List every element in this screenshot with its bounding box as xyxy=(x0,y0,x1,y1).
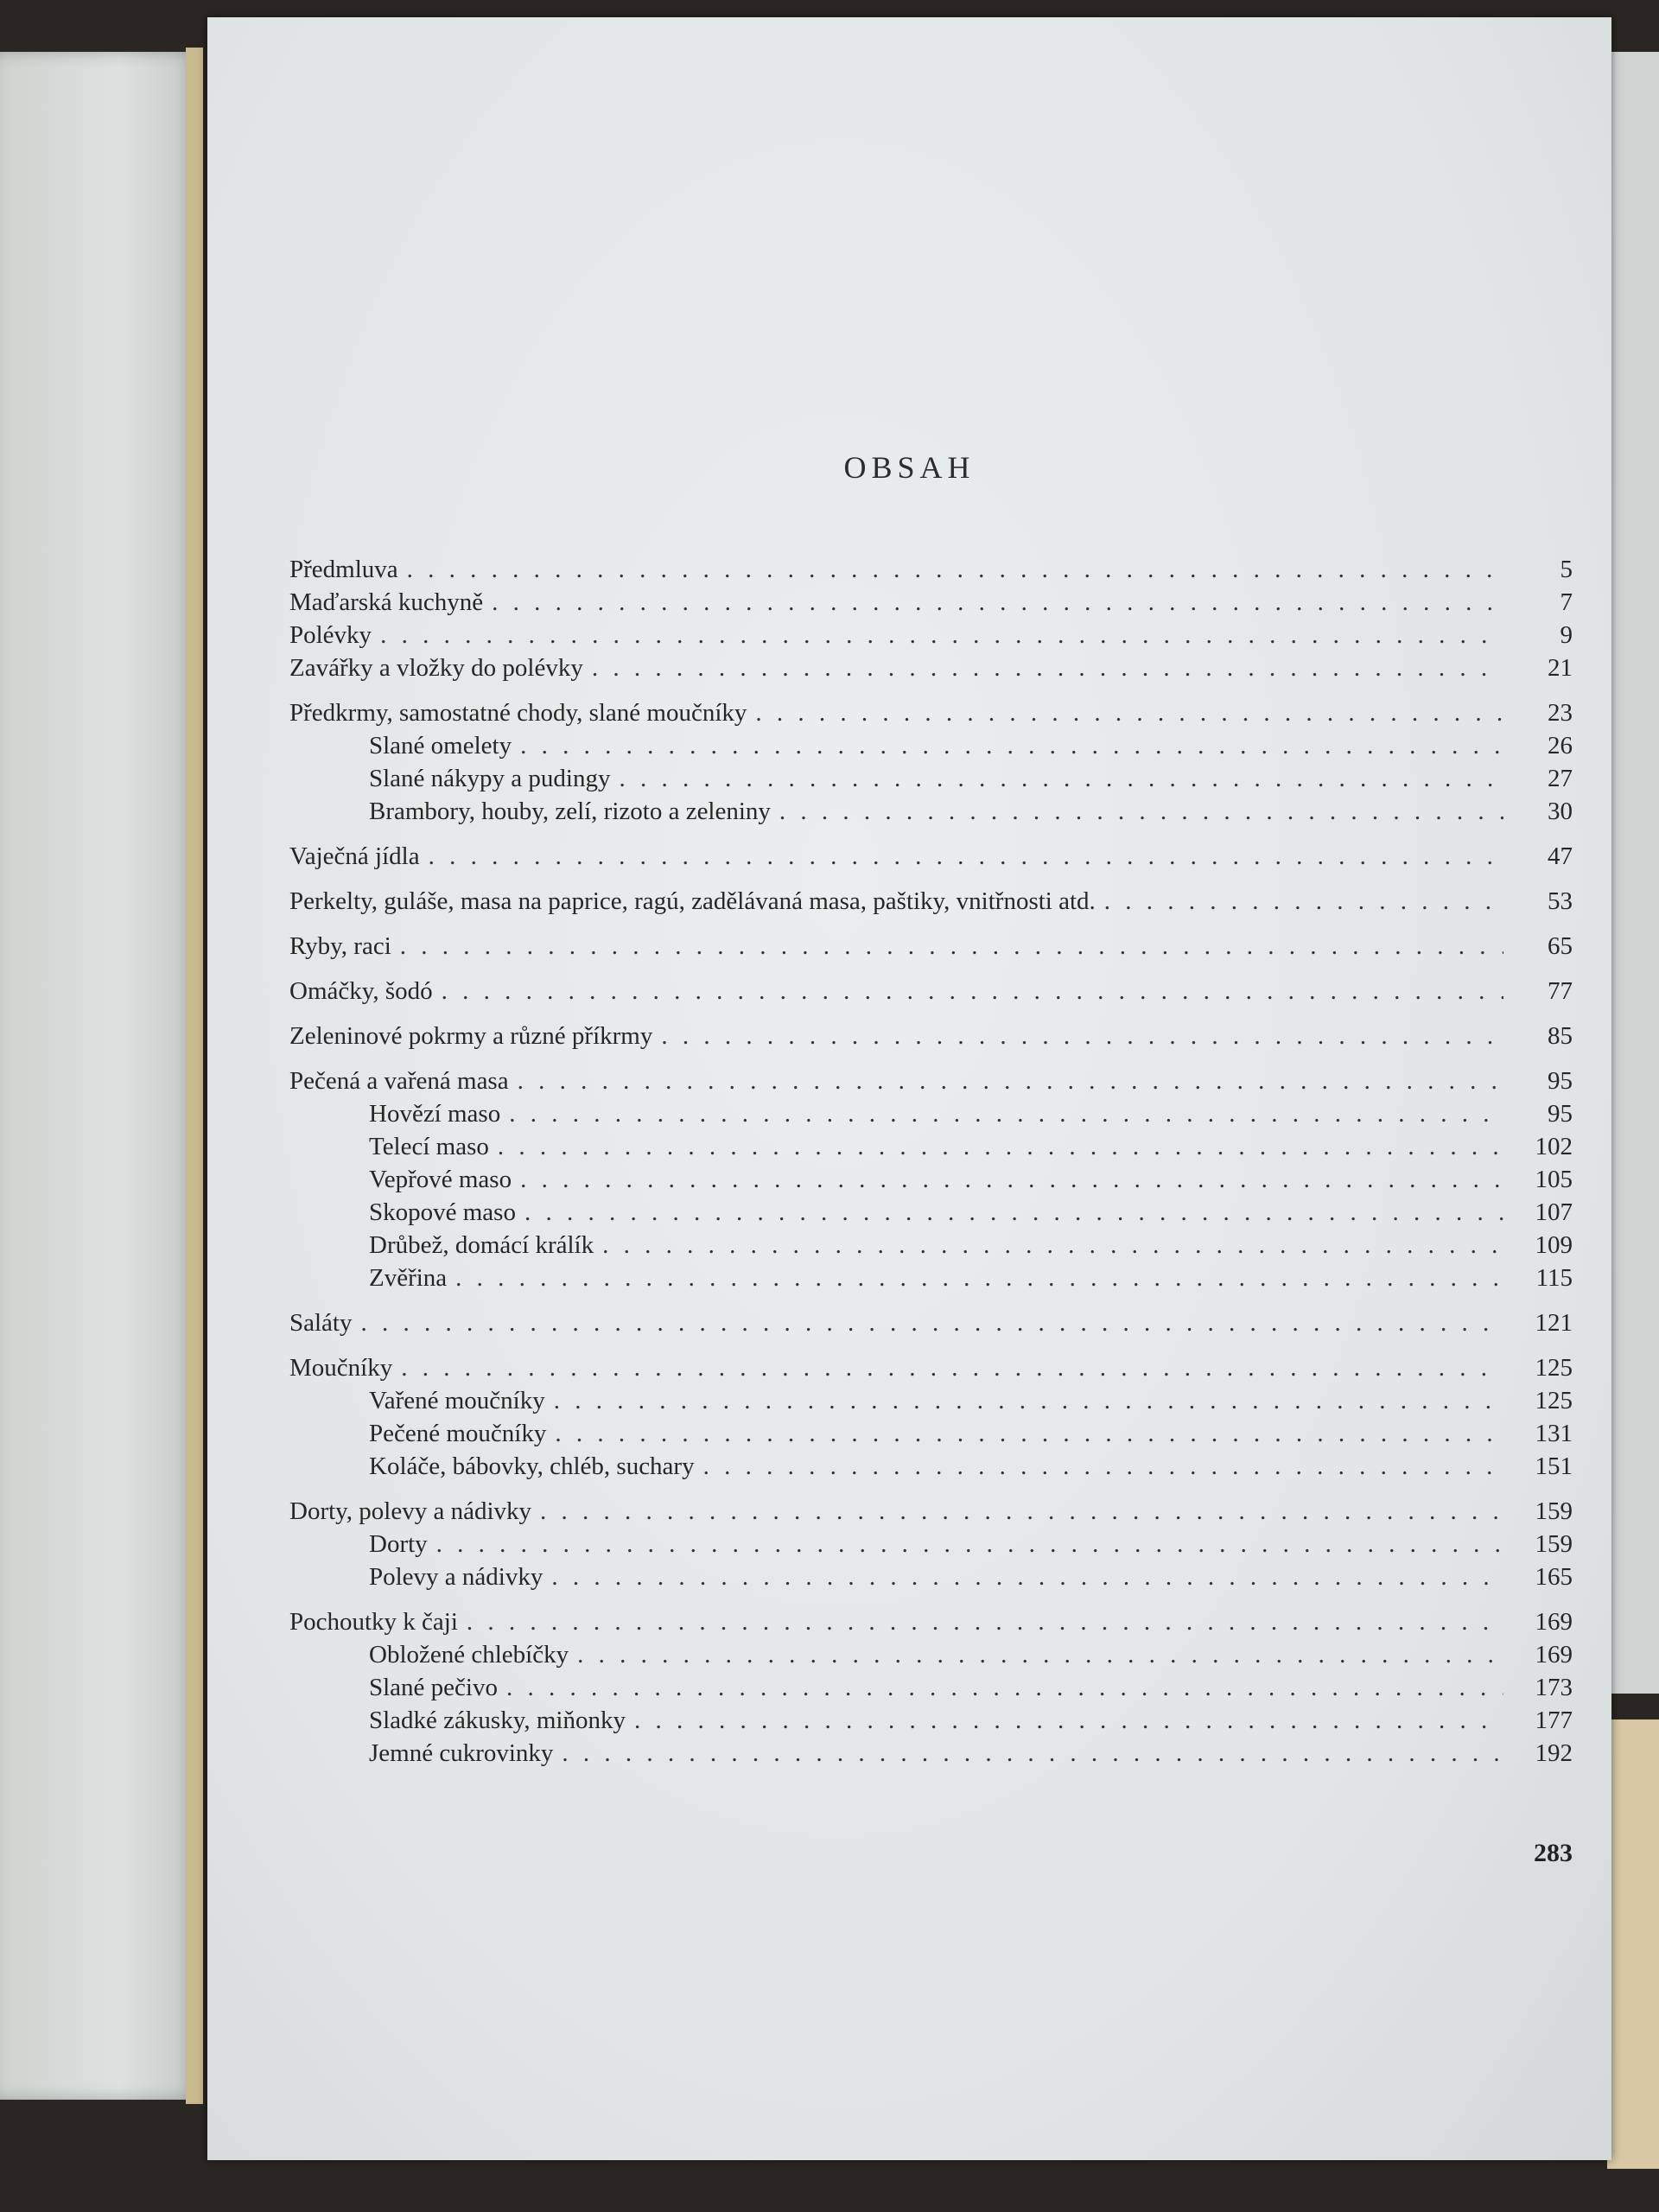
toc-subentry xyxy=(289,1528,1573,1560)
toc-entry-page: 115 xyxy=(1535,1264,1573,1292)
toc-entry-page: 125 xyxy=(1535,1354,1573,1382)
toc-entry-label: Omáčky, šodó xyxy=(289,977,433,1005)
toc-entry-label: Předkrmy, samostatné chody, slané moučníky xyxy=(289,699,747,727)
toc-subentry xyxy=(289,729,1573,762)
toc-entry-label: Saláty xyxy=(289,1309,353,1337)
toc-entry xyxy=(289,930,1573,963)
toc-entry xyxy=(289,619,1573,652)
toc-entry-page: 47 xyxy=(1548,842,1573,870)
toc-entry-label: Slané nákypy a pudingy xyxy=(369,765,611,792)
toc-entry-label: Předmluva xyxy=(289,556,398,583)
toc-entry-label: Slané pečivo xyxy=(369,1674,498,1701)
toc-entry-page: 9 xyxy=(1560,621,1573,649)
toc-entry-page: 125 xyxy=(1535,1387,1573,1414)
toc-subentry xyxy=(289,1704,1573,1737)
toc-subentry xyxy=(289,762,1573,795)
toc-entry-page: 169 xyxy=(1535,1641,1573,1669)
toc-entry-page: 107 xyxy=(1535,1198,1573,1226)
dot-leader xyxy=(755,696,1503,729)
toc-subentry xyxy=(289,1671,1573,1704)
dot-leader xyxy=(554,1384,1503,1417)
dot-leader xyxy=(498,1130,1503,1163)
toc-entry-label: Zavářky a vložky do polévky xyxy=(289,654,583,682)
toc-entry-label: Vaječná jídla xyxy=(289,842,420,870)
next-page-edge xyxy=(1607,52,1659,1694)
toc-entry-page: 102 xyxy=(1535,1133,1573,1160)
toc-entry-page: 177 xyxy=(1535,1707,1573,1734)
toc-entry-page: 169 xyxy=(1535,1608,1573,1636)
toc-subentry xyxy=(289,795,1573,828)
toc-entry-page: 159 xyxy=(1535,1530,1573,1558)
dot-leader xyxy=(361,1306,1504,1339)
toc-entry-label: Dorty xyxy=(369,1530,428,1558)
dot-leader xyxy=(703,1450,1503,1483)
toc-entry-label: Pochoutky k čaji xyxy=(289,1608,458,1636)
dot-leader xyxy=(540,1495,1503,1528)
dot-leader xyxy=(602,1229,1503,1262)
toc-entry-page: 27 xyxy=(1548,765,1573,792)
toc-entry-page: 173 xyxy=(1535,1674,1573,1701)
left-facing-page xyxy=(0,52,199,2100)
toc-entry-page: 65 xyxy=(1548,932,1573,960)
dot-leader xyxy=(619,762,1503,795)
toc-entry xyxy=(289,1020,1573,1052)
toc-entry-page: 23 xyxy=(1548,699,1573,727)
paper-slip xyxy=(1607,1719,1659,2169)
table-of-contents xyxy=(289,553,1573,1770)
page-number: 283 xyxy=(1534,1839,1573,1867)
toc-entry-page: 95 xyxy=(1548,1067,1573,1095)
toc-entry-page: 77 xyxy=(1548,977,1573,1005)
toc-entry-page: 85 xyxy=(1548,1022,1573,1050)
toc-entry-page: 30 xyxy=(1548,798,1573,825)
toc-entry-page: 109 xyxy=(1535,1231,1573,1259)
toc-subentry xyxy=(289,1196,1573,1229)
contents-page xyxy=(207,17,1611,2160)
toc-entry-label: Hovězí maso xyxy=(369,1100,501,1128)
toc-entry-label: Slané omelety xyxy=(369,732,512,760)
toc-entry-page: 192 xyxy=(1535,1739,1573,1767)
toc-entry-label: Perkelty, guláše, masa na paprice, ragú, zadělávaná masa, paštiky, vnitřnosti atd. xyxy=(289,887,1096,915)
dot-leader xyxy=(380,619,1503,652)
toc-entry-label: Drůbež, domácí králík xyxy=(369,1231,594,1259)
toc-entry xyxy=(289,975,1573,1007)
dot-leader xyxy=(634,1704,1503,1737)
toc-subentry xyxy=(289,1638,1573,1671)
toc-subentry xyxy=(289,1417,1573,1450)
dot-leader xyxy=(407,553,1503,586)
toc-entry xyxy=(289,885,1573,918)
toc-entry-page: 21 xyxy=(1548,654,1573,682)
toc-entry xyxy=(289,1065,1573,1097)
toc-entry-label: Dorty, polevy a nádivky xyxy=(289,1497,532,1525)
toc-entry xyxy=(289,1306,1573,1339)
toc-subentry xyxy=(289,1130,1573,1163)
toc-entry-label: Moučníky xyxy=(289,1354,393,1382)
toc-entry-page: 7 xyxy=(1560,588,1573,616)
toc-subentry xyxy=(289,1384,1573,1417)
dot-leader xyxy=(779,795,1503,828)
dot-leader xyxy=(592,652,1503,684)
dot-leader xyxy=(400,930,1503,963)
toc-entry-page: 53 xyxy=(1548,887,1573,915)
toc-entry xyxy=(289,652,1573,684)
toc-subentry xyxy=(289,1097,1573,1130)
dot-leader xyxy=(509,1097,1503,1130)
toc-entry xyxy=(289,840,1573,873)
dot-leader xyxy=(442,975,1503,1007)
toc-entry xyxy=(289,553,1573,586)
toc-entry xyxy=(289,696,1573,729)
toc-entry xyxy=(289,1495,1573,1528)
toc-entry xyxy=(289,1605,1573,1638)
toc-subentry xyxy=(289,1229,1573,1262)
dot-leader xyxy=(455,1262,1503,1294)
dot-leader xyxy=(518,1065,1503,1097)
toc-entry-page: 165 xyxy=(1535,1563,1573,1591)
toc-entry-page: 131 xyxy=(1535,1420,1573,1447)
dot-leader xyxy=(520,729,1503,762)
dot-leader xyxy=(551,1560,1503,1593)
toc-subentry xyxy=(289,1262,1573,1294)
dot-leader xyxy=(524,1196,1503,1229)
dot-leader xyxy=(506,1671,1503,1704)
toc-entry-label: Jemné cukrovinky xyxy=(369,1739,554,1767)
dot-leader xyxy=(1104,885,1503,918)
dot-leader xyxy=(520,1163,1503,1196)
dot-leader xyxy=(661,1020,1503,1052)
toc-entry-label: Koláče, bábovky, chléb, suchary xyxy=(369,1452,695,1480)
toc-entry xyxy=(289,1351,1573,1384)
toc-entry-label: Ryby, raci xyxy=(289,932,391,960)
dot-leader xyxy=(555,1417,1503,1450)
book-cover-edge xyxy=(186,48,203,2104)
toc-entry-label: Pečená a vařená masa xyxy=(289,1067,509,1095)
toc-entry-page: 5 xyxy=(1560,556,1573,583)
toc-entry-page: 95 xyxy=(1548,1100,1573,1128)
toc-subentry xyxy=(289,1737,1573,1770)
toc-entry-page: 26 xyxy=(1548,732,1573,760)
toc-subentry xyxy=(289,1450,1573,1483)
page-title: OBSAH xyxy=(843,450,976,485)
dot-leader xyxy=(492,586,1503,619)
toc-entry-label: Polevy a nádivky xyxy=(369,1563,543,1591)
toc-entry xyxy=(289,586,1573,619)
toc-entry-label: Brambory, houby, zelí, rizoto a zeleniny xyxy=(369,798,771,825)
toc-entry-label: Zeleninové pokrmy a různé příkrmy xyxy=(289,1022,653,1050)
toc-entry-label: Polévky xyxy=(289,621,372,649)
toc-entry-label: Telecí maso xyxy=(369,1133,489,1160)
dot-leader xyxy=(436,1528,1503,1560)
toc-entry-page: 105 xyxy=(1535,1166,1573,1193)
toc-entry-label: Vepřové maso xyxy=(369,1166,512,1193)
dot-leader xyxy=(401,1351,1503,1384)
toc-entry-label: Obložené chlebíčky xyxy=(369,1641,569,1669)
toc-entry-label: Maďarská kuchyně xyxy=(289,588,484,616)
toc-entry-label: Skopové maso xyxy=(369,1198,516,1226)
toc-subentry xyxy=(289,1560,1573,1593)
dot-leader xyxy=(577,1638,1503,1671)
dot-leader xyxy=(562,1737,1503,1770)
toc-entry-page: 121 xyxy=(1535,1309,1573,1337)
toc-subentry xyxy=(289,1163,1573,1196)
dot-leader xyxy=(467,1605,1503,1638)
toc-entry-label: Pečené moučníky xyxy=(369,1420,547,1447)
toc-entry-page: 151 xyxy=(1535,1452,1573,1480)
toc-entry-label: Vařené moučníky xyxy=(369,1387,545,1414)
dot-leader xyxy=(429,840,1503,873)
toc-entry-label: Sladké zákusky, miňonky xyxy=(369,1707,626,1734)
toc-entry-label: Zvěřina xyxy=(369,1264,448,1292)
toc-entry-page: 159 xyxy=(1535,1497,1573,1525)
